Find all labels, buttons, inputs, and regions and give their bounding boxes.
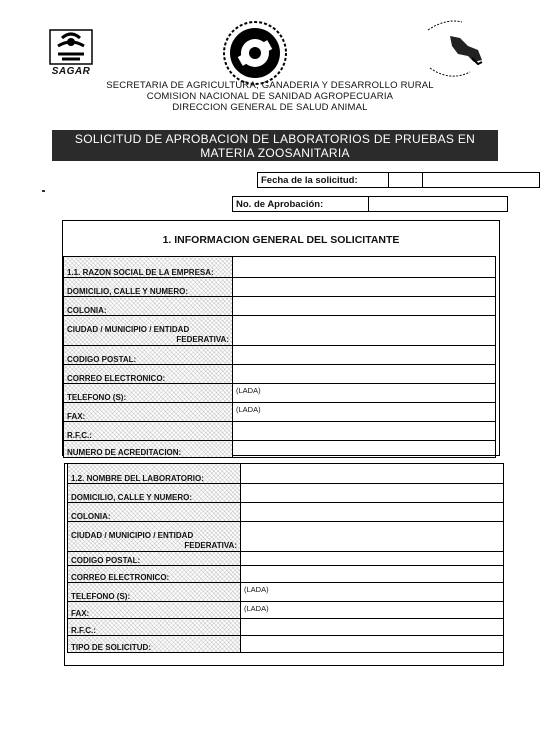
- section1-title: 1. INFORMACION GENERAL DEL SOLICITANTE: [162, 234, 400, 246]
- comision-mexico-map-logo: [420, 20, 494, 82]
- domicilio-lab-field[interactable]: [241, 484, 504, 503]
- ciudad-lab-label-line2: FEDERATIVA:: [184, 541, 237, 550]
- field-label: DOMICILIO, CALLE Y NUMERO:: [64, 278, 233, 297]
- header-direccion: DIRECCION GENERAL DE SALUD ANIMAL: [172, 102, 368, 113]
- domicilio-field[interactable]: [233, 278, 496, 297]
- field-label: [68, 522, 241, 552]
- header-comision: COMISION NACIONAL DE SANIDAD AGROPECUARIA: [146, 91, 394, 102]
- table-row: [68, 522, 504, 552]
- no-aprobacion-label: No. de Aprobación:: [233, 197, 369, 212]
- field-label: CORREO ELECTRONICO:: [64, 365, 233, 384]
- table-row: [68, 566, 504, 583]
- no-aprobacion-row: [232, 196, 508, 212]
- correo-field[interactable]: [233, 365, 496, 384]
- form-title-line1: SOLICITUD DE APROBACION DE LABORATORIOS DE PRUEBAS EN: [74, 132, 476, 146]
- ciudad-lab-field[interactable]: [241, 522, 504, 552]
- sagar-logo: [48, 28, 94, 80]
- table-row: [64, 297, 496, 316]
- field-label: COLONIA:: [68, 503, 241, 522]
- telefono-lab-field[interactable]: (LADA): [241, 583, 504, 602]
- rfc-field[interactable]: [233, 422, 496, 441]
- field-label: CORREO ELECTRONICO:: [68, 566, 241, 583]
- table-row: [68, 619, 504, 636]
- field-label: TELEFONO (S):: [64, 384, 233, 403]
- field-label: R.F.C.:: [68, 619, 241, 636]
- field-label: R.F.C.:: [64, 422, 233, 441]
- table-row: [64, 257, 496, 278]
- table-row: [64, 316, 496, 346]
- seal-icon: [222, 20, 288, 86]
- colonia-field[interactable]: [233, 297, 496, 316]
- table-row: [68, 552, 504, 566]
- codigo-postal-lab-field[interactable]: [241, 552, 504, 566]
- colonia-lab-field[interactable]: [241, 503, 504, 522]
- section1-table: [63, 256, 496, 458]
- codigo-postal-field[interactable]: [233, 346, 496, 365]
- table-row: [68, 464, 504, 484]
- fecha-solicitud-label: Fecha de la solicitud:: [258, 173, 389, 188]
- ciudad-label-line1: CIUDAD / MUNICIPIO / ENTIDAD: [67, 325, 190, 334]
- nombre-laboratorio-field[interactable]: [241, 464, 504, 484]
- table-row: [64, 384, 496, 403]
- table-row: [64, 278, 496, 297]
- field-label: [64, 316, 233, 346]
- sagar-emblem-icon: [48, 28, 94, 66]
- table-row: [68, 503, 504, 522]
- table-row: [64, 365, 496, 384]
- field-label: 1.2. NOMBRE DEL LABORATORIO:: [68, 464, 241, 484]
- field-label: TIPO DE SOLICITUD:: [68, 636, 241, 653]
- ciudad-lab-label-line1: CIUDAD / MUNICIPIO / ENTIDAD: [71, 531, 194, 540]
- form-title-banner: [52, 130, 498, 161]
- header-secretaria: SECRETARIA DE AGRICULTURA, GANADERIA Y DESARROLLO RURAL: [106, 80, 434, 91]
- fax-field[interactable]: (LADA): [233, 403, 496, 422]
- field-label: CODIGO POSTAL:: [68, 552, 241, 566]
- table-row: [68, 484, 504, 503]
- table-row: [64, 422, 496, 441]
- fax-lab-field[interactable]: (LADA): [241, 602, 504, 619]
- table-row: [64, 403, 496, 422]
- section2-table: [67, 463, 504, 653]
- field-label: FAX:: [68, 602, 241, 619]
- sagar-caption: SAGAR: [51, 66, 91, 77]
- razon-social-field[interactable]: [233, 257, 496, 278]
- table-row: [64, 346, 496, 365]
- field-label: CODIGO POSTAL:: [64, 346, 233, 365]
- fecha-solicitud-field-b[interactable]: [423, 173, 540, 188]
- correo-lab-field[interactable]: [241, 566, 504, 583]
- conasag-seal-logo: [222, 20, 288, 86]
- ciudad-field[interactable]: [233, 316, 496, 346]
- scan-speck: [42, 190, 45, 192]
- table-row: [64, 441, 496, 458]
- field-label: DOMICILIO, CALLE Y NUMERO:: [68, 484, 241, 503]
- tipo-solicitud-field[interactable]: [241, 636, 504, 653]
- fecha-solicitud-field-a[interactable]: [389, 173, 423, 188]
- acreditacion-field[interactable]: [233, 441, 496, 458]
- mexico-map-icon: [420, 20, 494, 82]
- rfc-lab-field[interactable]: [241, 619, 504, 636]
- fecha-solicitud-row: [257, 172, 540, 188]
- field-label: FAX:: [64, 403, 233, 422]
- table-row: [68, 636, 504, 653]
- table-row: [68, 583, 504, 602]
- ciudad-label-line2: FEDERATIVA:: [176, 335, 229, 344]
- no-aprobacion-field[interactable]: [369, 197, 508, 212]
- form-title-line2: MATERIA ZOOSANITARIA: [200, 146, 350, 160]
- field-label: COLONIA:: [64, 297, 233, 316]
- field-label: NUMERO DE ACREDITACION:: [64, 441, 233, 458]
- table-row: [68, 602, 504, 619]
- telefono-field[interactable]: (LADA): [233, 384, 496, 403]
- field-label: TELEFONO (S):: [68, 583, 241, 602]
- field-label: 1.1. RAZON SOCIAL DE LA EMPRESA:: [64, 257, 233, 278]
